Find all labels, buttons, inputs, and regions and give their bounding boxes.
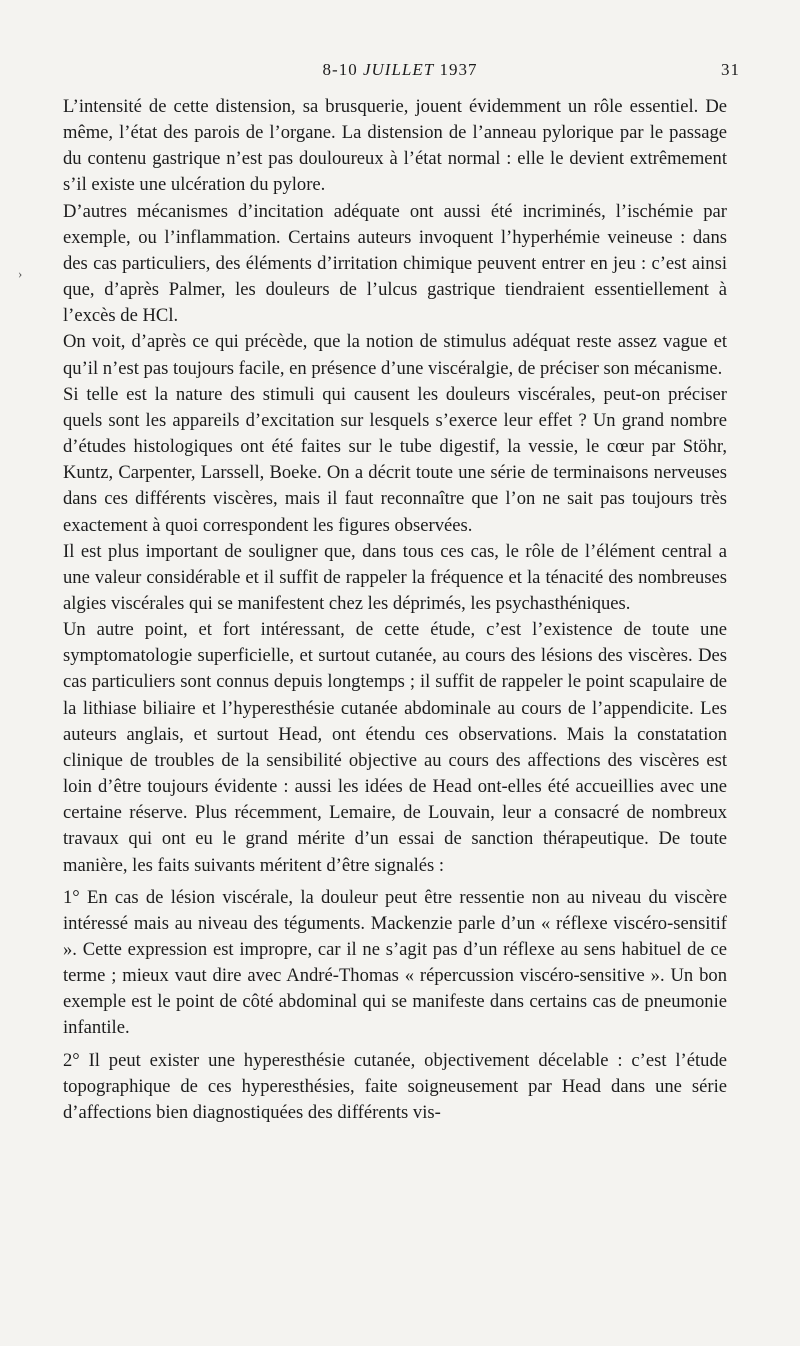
header-year: 1937 [439, 60, 478, 79]
header-date [60, 60, 740, 80]
paragraph-7: 1° En cas de lésion viscérale, la douleur peut être ressentie non au niveau du viscère intéressé mais au niveau des téguments. Mackenzie parle d’un « réflexe viscéro-sensitif ». Cette expression est impropre, car il ne s’agit pas d’un réflexe au sens habituel de ce terme ; mieux vaut dire avec André-Thomas « répercussion viscéro-sensitive ». Un bon exemple est le point de côté abdominal qui se manifeste dans certains cas de pneumonie infantile. [63, 886, 727, 1039]
header-date-prefix: 8-10 [322, 60, 358, 79]
paragraph-2: D’autres mécanismes d’incitation adéquate ont aussi été incriminés, l’ischémie par exemple, ou l’inflammation. Certains auteurs invoquent l’hyperhémie veineuse : dans des cas particuliers, des éléments d’irritation chimique peuvent entrer en jeu : c’est ainsi que, d’après Palmer, les douleurs de l’ulcus gastrique tiendraient essentiellement à l’excès de HCl. [63, 200, 727, 327]
header-month: JUILLET [362, 60, 435, 79]
body-text [63, 94, 727, 1126]
paragraph-5: Il est plus important de souligner que, dans tous ces cas, le rôle de l’élément central a une valeur considérable et il suffit de rappeler la fréquence et la ténacité des nombreuses algies viscérales qui se manifestent chez les déprimés, les psychasthéniques. [63, 540, 727, 614]
paragraph-1: L’intensité de cette distension, sa brusquerie, jouent évidemment un rôle essentiel. De même, l’état des parois de l’organe. La distension de l’anneau pylorique par le passage du contenu gastrique n’est pas douloureux à l’état normal : elle le devient extrêmement s’il existe une ulcération du pylore. [63, 96, 727, 196]
running-header [60, 60, 740, 84]
paragraph-6: Un autre point, et fort intéressant, de cette étude, c’est l’existence de toute une symptomatologie superficielle, et surtout cutanée, au cours des lésions des viscères. Des cas particuliers sont connus depuis longtemps ; il suffit de rappeler le point scapulaire de la lithiase biliaire et l’hyperesthésie cutanée abdominale au cours de l’appendicite. Les auteurs anglais, et surtout Head, ont étendu ces observations. Mais la constatation clinique de troubles de la sensibilité objective au cours des affections des viscères est loin d’être toujours évidente : aussi les idées de Head ont-elles été accueillies avec une certaine réserve. Plus récemment, Lemaire, de Louvain, leur a consacré de nombreux travaux qui ont eu le grand mérite d’un essai de sanction thérapeutique. De toute manière, les faits suivants méritent d’être signalés : [63, 619, 727, 876]
margin-mark: › [18, 266, 23, 281]
page-number: 31 [721, 60, 740, 79]
paragraph-3: On voit, d’après ce qui précède, que la notion de stimulus adéquat reste assez vague et qu’il n’est pas toujours facile, en présence d’une viscéralgie, de préciser son mécanisme. [63, 331, 727, 379]
paragraph-8: 2° Il peut exister une hyperesthésie cutanée, objectivement décelable : c’est l’étude topographique de ces hyperesthésies, faite soigneusement par Head dans une série d’affections bien diagnostiquées des différents vis- [63, 1049, 727, 1123]
paragraph-4: Si telle est la nature des stimuli qui causent les douleurs viscérales, peut-on préciser quels sont les appareils d’excitation sur lesquels s’exerce leur effet ? Un grand nombre d’études histologiques ont été faites sur le tube digestif, la vessie, le cœur par Stöhr, Kuntz, Carpenter, Larssell, Boeke. On a décrit toute une série de terminaisons nerveuses dans ces différents viscères, mais il faut reconnaître que l’on ne sait pas toujours très exactement à quoi correspondent les figures observées. [63, 383, 727, 536]
